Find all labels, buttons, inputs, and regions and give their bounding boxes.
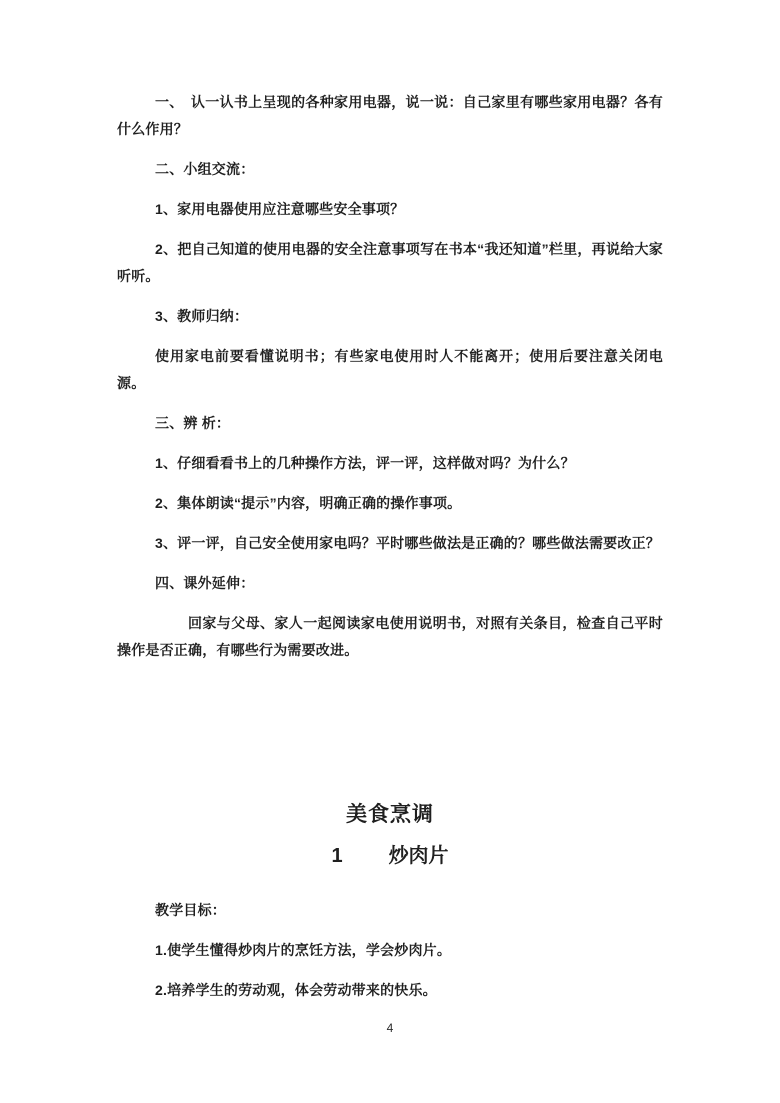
lesson-number: 1 [331,845,343,867]
paragraph-discern-1: 1、仔细看看书上的几种操作方法，评一评，这样做对吗？为什么？ [155,455,575,471]
paragraph-teaching-goals-heading: 教学目标： [155,902,226,918]
paragraph-teacher-summary: 使用家电前要看懂说明书；有些家电使用时人不能离开；使用后要注意关闭电源。 [117,348,663,391]
paragraph-discern-2: 2、集体朗读“提示”内容，明确正确的操作事项。 [155,495,462,511]
unit-title: 美食烹调 [346,803,434,826]
paragraph-activity-3-heading: 三、辨 析： [155,415,231,431]
lesson-title [117,840,663,873]
section-gap [117,677,663,798]
paragraph-activity-2-heading: 二、小组交流： [155,161,255,177]
paragraph-item-2: 2、把自己知道的使用电器的安全注意事项写在书本“我还知道”栏里，再说给大家听听。 [117,241,663,284]
paragraph-extension: 回家与父母、家人一起阅读家电使用说明书，对照有关条目，检查自己平时操作是否正确，有哪些行为需要改进。 [117,615,663,658]
paragraph-activity-1: 一、 认一认书上呈现的各种家用电器，说一说：自己家里有哪些家用电器？各有什么作用？ [117,94,663,137]
paragraph-goal-2: 2.培养学生的劳动观，体会劳动带来的快乐。 [155,982,437,998]
paragraph-item-3: 3、教师归纳： [155,308,249,324]
paragraph-discern-3: 3、评一评，自己安全使用家电吗？平时哪些做法是正确的？哪些做法需要改正？ [155,535,660,551]
paragraph-item-1: 1、家用电器使用应注意哪些安全事项？ [155,201,405,217]
paragraph-activity-4-heading: 四、课外延伸： [155,575,255,591]
lesson-name: 炒肉片 [388,845,449,867]
paragraph-goal-1: 1.使学生懂得炒肉片的烹饪方法，学会炒肉片。 [155,942,452,958]
page-number: 4 [386,1021,394,1035]
